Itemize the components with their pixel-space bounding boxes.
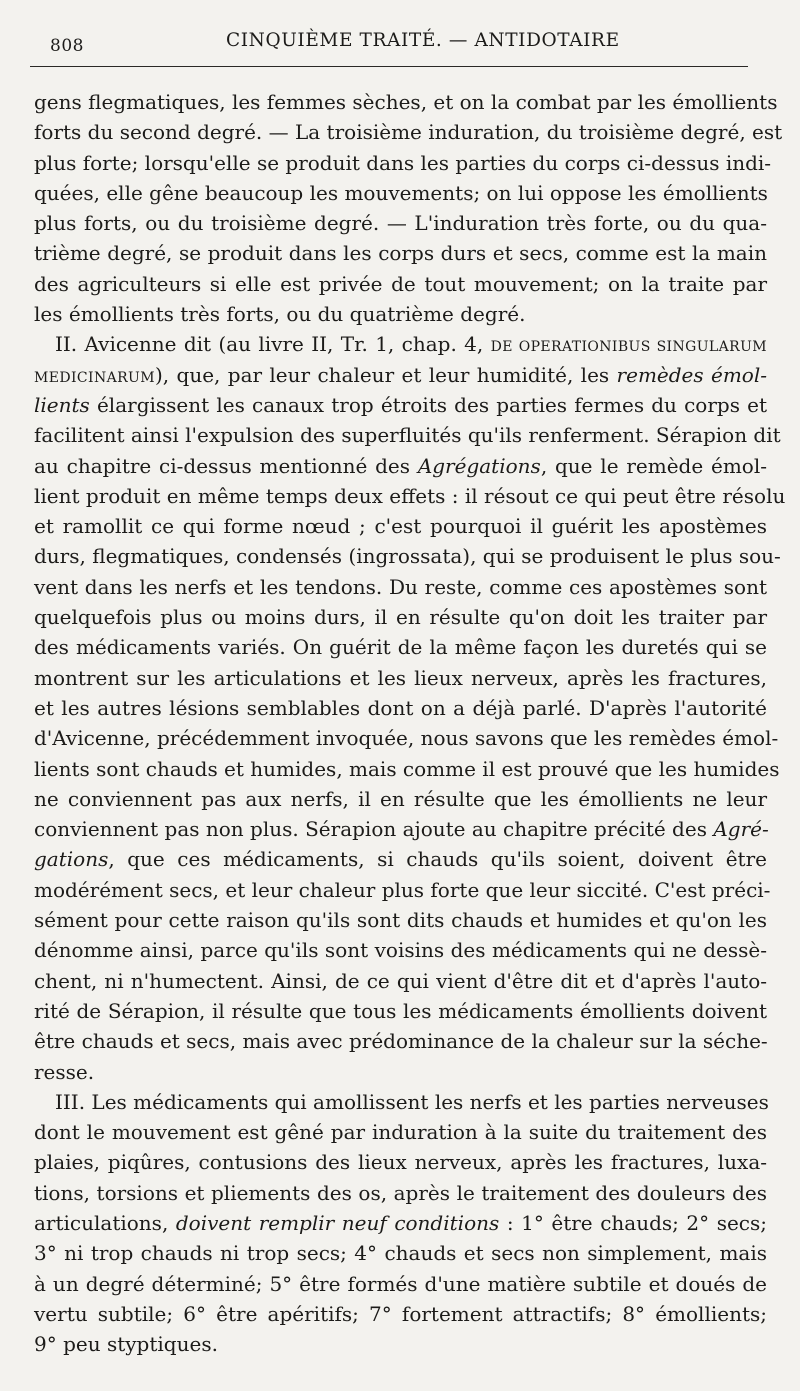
page-header bbox=[0, 0, 800, 70]
text-line: plaies, piqûres, contusions des lieux nerveux, après les fractures, luxa- bbox=[34, 1150, 767, 1175]
text-line: quées, elle gêne beaucoup les mouvements; on lui oppose les émollients bbox=[34, 180, 768, 205]
small-caps-title: MEDICINARUM bbox=[34, 369, 155, 386]
text-line: facilitent ainsi l'expulsion des superfluités qu'ils renferment. Sérapion dit bbox=[34, 423, 781, 448]
text-line: chent, ni n'humectent. Ainsi, de ce qui vient d'être dit et d'après l'auto- bbox=[34, 968, 767, 993]
text-line: resse. bbox=[34, 1059, 95, 1084]
text-segment: , que ces médicaments, si chauds qu'ils soient, doivent être bbox=[108, 847, 767, 872]
text-line: forts du second degré. — La troisième induration, du troisième degré, est bbox=[34, 120, 783, 145]
text-line: rité de Sérapion, il résulte que tous les médicaments émollients doivent bbox=[34, 998, 767, 1023]
paragraph-start-line: III. Les médicaments qui amollissent les nerfs et les parties nerveuses bbox=[55, 1089, 769, 1114]
italic-term: remèdes émol- bbox=[616, 362, 768, 387]
text-line: montrent sur les articulations et les lieux nerveux, après les fractures, bbox=[34, 665, 767, 690]
text-line: 9° peu styptiques. bbox=[34, 1332, 218, 1357]
text-line: trième degré, se produit dans les corps durs et secs, comme est la main bbox=[34, 241, 767, 266]
text-line: à un degré déterminé; 5° être formés d'une matière subtile et doués de bbox=[34, 1271, 767, 1296]
text-line: plus forts, ou du troisième degré. — L'induration très forte, ou du qua- bbox=[34, 211, 767, 236]
text-segment: élargissent les canaux trop étroits des parties fermes du corps et bbox=[89, 392, 767, 417]
text-segment: ), que, par leur chaleur et leur humidité, les bbox=[155, 362, 617, 387]
text-line: gens flegmatiques, les femmes sèches, et on la combat par les émollients bbox=[34, 90, 778, 114]
text-line: dénomme ainsi, parce qu'ils sont voisins des médicaments qui ne dessè- bbox=[34, 938, 767, 963]
italic-term: doivent remplir neuf conditions bbox=[175, 1210, 500, 1235]
running-title: CINQUIÈME TRAITÉ. — ANTIDOTAIRE bbox=[226, 30, 620, 51]
text-line bbox=[34, 1208, 767, 1238]
text-line: dont le mouvement est gêné par induration à la suite du traitement des bbox=[34, 1120, 767, 1145]
text-line: tions, torsions et pliements des os, après le traitement des douleurs des bbox=[34, 1180, 767, 1205]
text-line: ne conviennent pas aux nerfs, il en résulte que les émollients ne leur bbox=[34, 786, 767, 811]
italic-term: Agrégations bbox=[417, 453, 541, 478]
text-segment: II. Avicenne dit (au livre II, Tr. 1, chap. 4, bbox=[55, 332, 491, 357]
text-line: des agriculteurs si elle est privée de tout mouvement; on la traite par bbox=[34, 271, 767, 296]
italic-term: Agré- bbox=[713, 817, 769, 842]
text-line: plus forte; lorsqu'elle se produit dans les parties du corps ci-dessus indi- bbox=[34, 150, 772, 175]
text-segment: conviennent pas non plus. Sérapion ajoute au chapitre précité des bbox=[34, 817, 714, 842]
text-segment: articulations, bbox=[34, 1210, 176, 1235]
paragraph-start-line bbox=[34, 329, 767, 359]
text-line: des médicaments variés. On guérit de la même façon les duretés qui se bbox=[34, 635, 767, 660]
text-line: durs, flegmatiques, condensés (ingrossata), qui se produisent le plus sou- bbox=[34, 544, 781, 569]
text-line: lients sont chauds et humides, mais comme il est prouvé que les humides bbox=[34, 756, 780, 781]
text-line: 3° ni trop chauds ni trop secs; 4° chauds et secs non simplement, mais bbox=[34, 1241, 767, 1266]
text-line bbox=[34, 814, 767, 844]
text-line: vertu subtile; 6° être apéritifs; 7° fortement attractifs; 8° émollients; bbox=[34, 1301, 767, 1326]
text-line: d'Avicenne, précédemment invoquée, nous savons que les remèdes émol- bbox=[34, 726, 779, 751]
text-line: quelquefois plus ou moins durs, il en résulte qu'on doit les traiter par bbox=[34, 605, 767, 630]
text-line bbox=[34, 360, 767, 390]
text-line: les émollients très forts, ou du quatrième degré. bbox=[34, 302, 526, 327]
body-text bbox=[34, 87, 786, 1359]
italic-term: gations bbox=[34, 847, 109, 872]
text-line bbox=[34, 844, 767, 874]
italic-term: lients bbox=[34, 392, 90, 417]
text-line: être chauds et secs, mais avec prédominance de la chaleur sur la séche- bbox=[34, 1029, 768, 1054]
page-number: 808 bbox=[50, 36, 84, 56]
small-caps-title: DE OPERATIONIBUS SINGULARUM bbox=[490, 339, 768, 356]
text-line: lient produit en même temps deux effets : il résout ce qui peut être résolu bbox=[34, 483, 786, 508]
text-line: et ramollit ce qui forme nœud ; c'est pourquoi il guérit les apostèmes bbox=[34, 514, 767, 539]
text-line: modérément secs, et leur chaleur plus forte que leur siccité. C'est préci- bbox=[34, 877, 771, 902]
text-line: sément pour cette raison qu'ils sont dits chauds et humides et qu'on les bbox=[34, 908, 767, 933]
text-segment: : 1° être chauds; 2° secs; bbox=[499, 1210, 768, 1235]
text-segment: au chapitre ci-dessus mentionné des bbox=[34, 453, 418, 478]
text-line: et les autres lésions semblables dont on a déjà parlé. D'après l'autorité bbox=[34, 695, 767, 720]
text-line bbox=[34, 390, 767, 420]
text-line bbox=[34, 451, 767, 481]
text-line: vent dans les nerfs et les tendons. Du reste, comme ces apostèmes sont bbox=[34, 574, 767, 599]
header-rule bbox=[30, 66, 748, 67]
text-segment: , que le remède émol- bbox=[540, 453, 767, 478]
